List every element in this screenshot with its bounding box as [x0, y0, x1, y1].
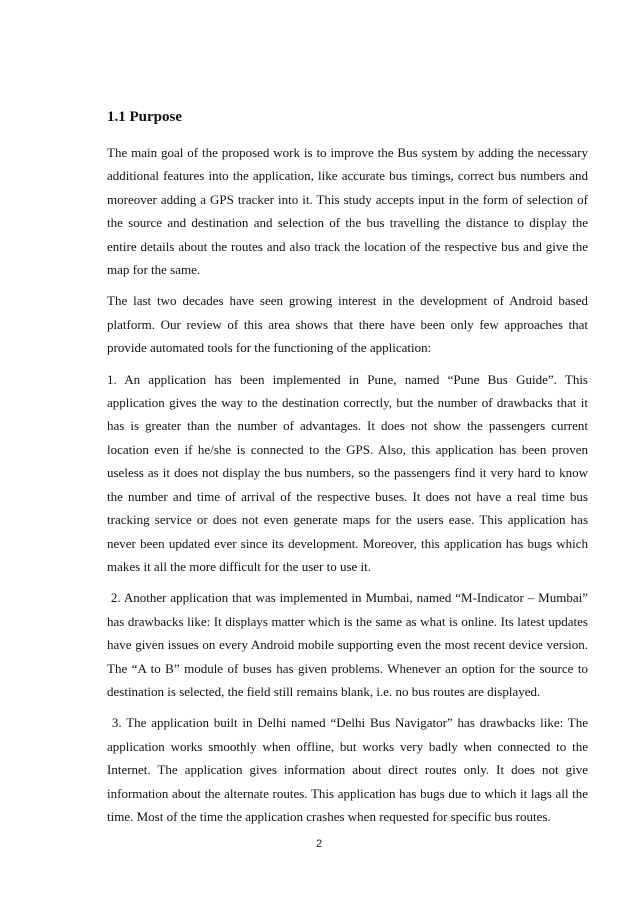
section-heading: 1.1 Purpose — [107, 109, 182, 125]
paragraph-review: The last two decades have seen growing interest in the development of Android based platform. Our review of this area shows that there have been only few approaches that provide automated tools for the functioning of the application: — [107, 293, 588, 356]
paragraph-mumbai-app: 2. Another application that was implemented in Mumbai, named “M-Indicator – Mumbai” has drawbacks like: It displays matter which is the same as what is online. Its latest updates have given issues on every Android mobile supporting even the most recent device version. The “A to B” module of buses has given problems. Whenever an option for the source to destination is selected, the field still remains blank, i.e. no bus routes are displayed. — [107, 590, 592, 699]
paragraph-goal: The main goal of the proposed work is to improve the Bus system by adding the necessary additional features into the application, like accurate bus timings, correct bus numbers and moreover adding a GPS tracker into it. This study accepts input in the form of selection of the source and destination and selection of the bus travelling the distance to display the entire details about the routes and also track the location of the respective bus and give the map for the same. — [107, 145, 588, 278]
page-content — [107, 108, 592, 836]
page-number: 2 — [315, 838, 323, 850]
paragraph-pune-app: 1. An application has been implemented in Pune, named “Pune Bus Guide”. This application gives the way to the destination correctly, but the number of drawbacks that it has is greater than the number of advantages. It does not show the passengers current location even if he/she is connected to the GPS. Also, this application has been proven useless as it does not display the bus numbers, so the passengers find it very hard to know the number and time of arrival of the respective buses. It does not have a real time bus tracking service or does not even generate maps for the users ease. This application has never been updated ever since its development. Moreover, this application has bugs which makes it all the more difficult for the user to use it. — [107, 371, 588, 574]
paragraph-delhi-app: 3. The application built in Delhi named “Delhi Bus Navigator” has drawbacks like: The application works smoothly when offline, but works very badly when connected to the Internet. The application gives information about direct routes only. It does not give information about the alternate routes. This application has bugs due to which it lags all the time. Most of the time the application crashes when requested for specific bus routes. — [107, 715, 592, 824]
